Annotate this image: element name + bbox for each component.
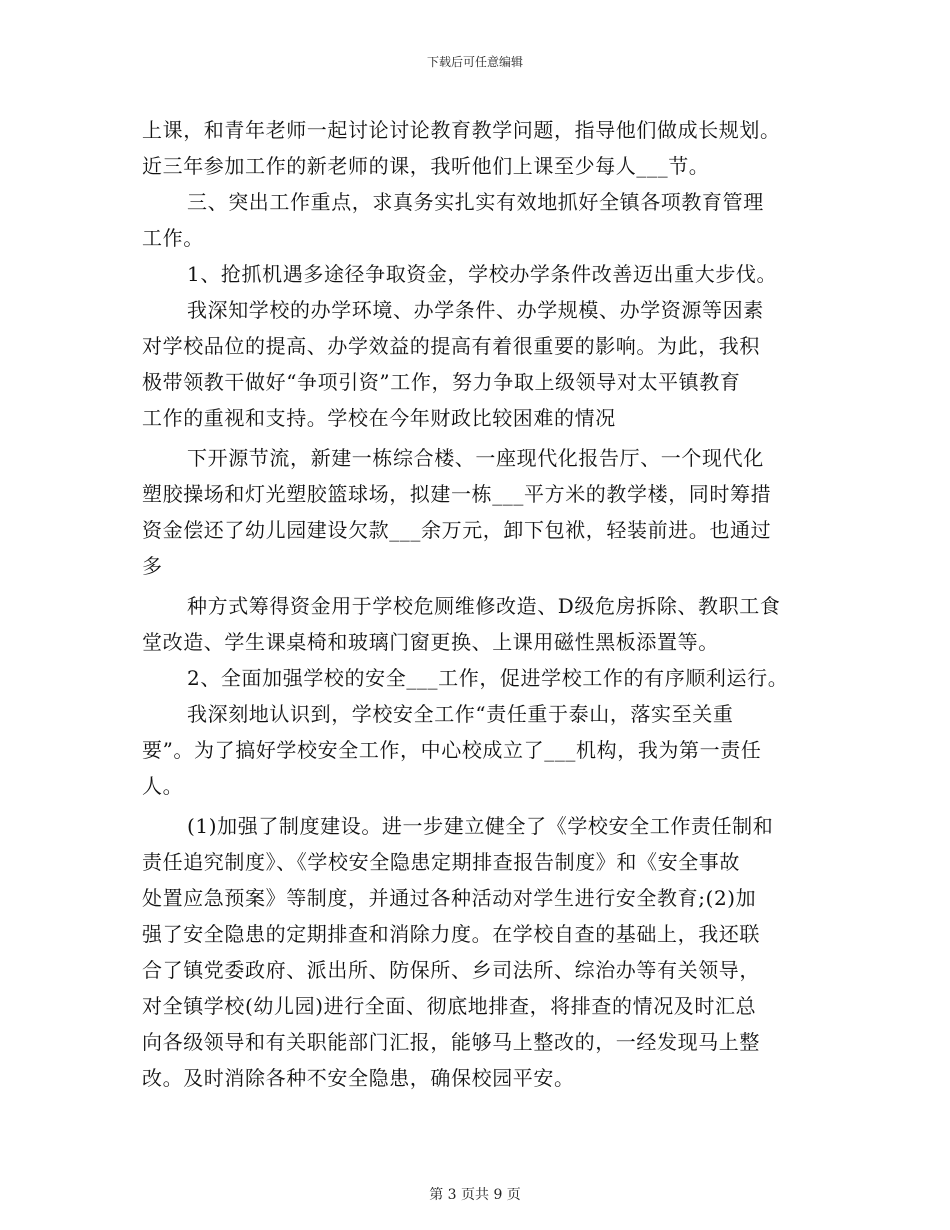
page-header: 下载后可任意编辑 <box>426 55 523 69</box>
text-line: 种方式筹得资金用于学校危厕维修改造、D级危房拆除、教职工食 <box>187 594 781 618</box>
text-line: 向各级领导和有关职能部门汇报，能够马上整改的，一经发现马上整 <box>142 1030 760 1054</box>
text-line: 对全镇学校(幼儿园)进行全面、彻底地排查，将排查的情况及时汇总 <box>142 994 757 1018</box>
page-number: 第 3 页共 9 页 <box>429 1187 521 1203</box>
text-line: 下开源节流，新建一栋综合楼、一座现代化报告厅、一个现代化 <box>187 446 764 470</box>
text-line: 堂改造、学生课桌椅和玻璃门窗更换、上课用磁性黑板添置等。 <box>142 630 719 654</box>
text-line: 工作的重视和支持。学校在今年财政比较困难的情况 <box>142 406 616 430</box>
text-line: 资金偿还了幼儿园建设欠款___余万元，卸下包袱，轻装前进。也通过 <box>142 518 772 542</box>
document-body <box>142 112 810 1096</box>
text-line: 上课，和青年老师一起讨论讨论教育教学问题，指导他们做成长规划。 <box>142 118 781 142</box>
text-line: (1)加强了制度建设。进一步建立健全了《学校安全工作责任制和 <box>187 814 774 838</box>
subsection-heading: 2、全面加强学校的安全___工作，促进学校工作的有序顺利运行。 <box>187 666 789 690</box>
text-line: 要”。为了搞好学校安全工作，中心校成立了___机构，我为第一责任 <box>142 738 762 762</box>
subsection-heading: 1、抢抓机遇多途径争取资金，学校办学条件改善迈出重大步伐。 <box>187 262 778 286</box>
text-line: 塑胶操场和灯光塑胶篮球场，拟建一栋___平方米的教学楼，同时筹措 <box>142 482 772 506</box>
text-line: 我深刻地认识到，学校安全工作“责任重于泰山，落实至关重 <box>187 702 734 726</box>
text-line: 对学校品位的提高、办学效益的提高有着很重要的影响。为此，我积 <box>142 334 760 358</box>
text-line: 合了镇党委政府、派出所、防保所、乡司法所、综治办等有关领导， <box>142 958 760 982</box>
text-line: 人。 <box>142 774 184 798</box>
text-line: 强了安全隐患的定期排查和消除力度。在学校自查的基础上，我还联 <box>142 922 760 946</box>
text-line: 近三年参加工作的新老师的课，我听他们上课至少每人___节。 <box>142 154 710 178</box>
text-line: 我深知学校的办学环境、办学条件、办学规模、办学资源等因素 <box>187 298 764 322</box>
text-line: 改。及时消除各种不安全隐患，确保校园平安。 <box>142 1066 575 1090</box>
text-line: 责任追究制度》、《学校安全隐患定期排查报告制度》和《安全事故 <box>142 850 740 874</box>
text-line: 工作。 <box>142 226 204 250</box>
text-line: 多 <box>142 554 163 578</box>
text-line: 极带领教干做好“争项引资”工作，努力争取上级领导对太平镇教育 <box>142 370 741 394</box>
section-heading: 三、突出工作重点，求真务实扎实有效地抓好全镇各项教育管理 <box>187 190 764 214</box>
text-line: 处置应急预案》等制度，并通过各种活动对学生进行安全教育;(2)加 <box>142 886 757 910</box>
